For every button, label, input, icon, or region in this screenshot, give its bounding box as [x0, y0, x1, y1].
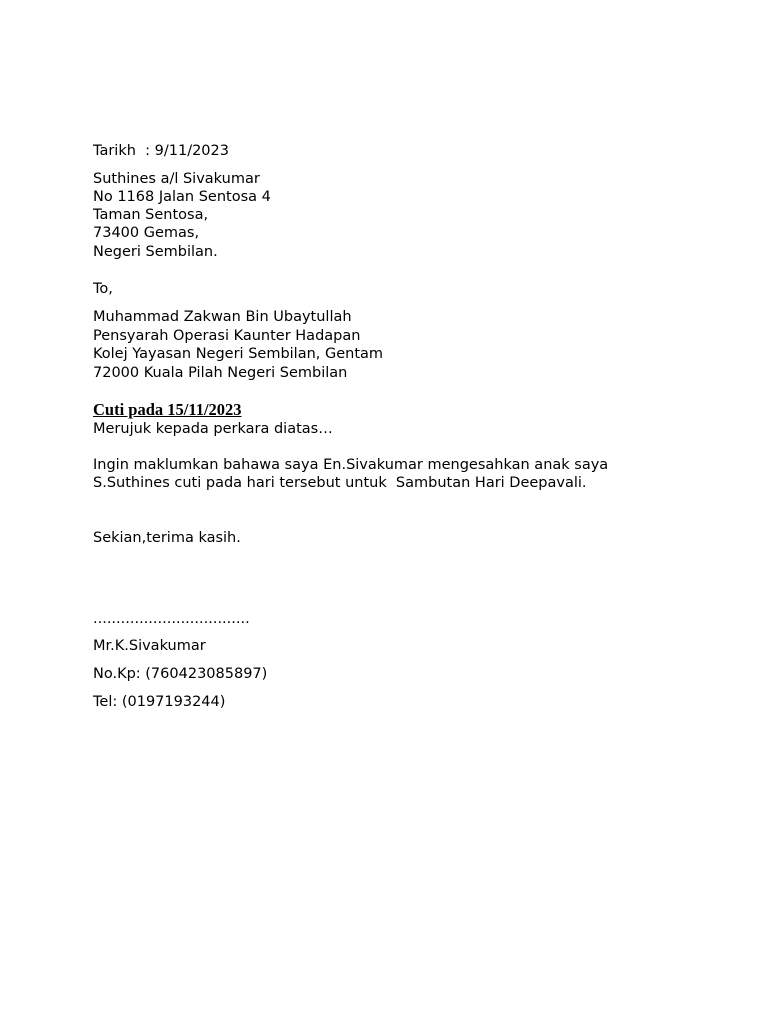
- reference-line: Merujuk kepada perkara diatas…: [93, 421, 333, 437]
- signature-dotted-line: ..................................: [93, 611, 250, 627]
- sender-address-line: 73400 Gemas,: [93, 225, 200, 241]
- date-line: Tarikh : 9/11/2023: [93, 143, 229, 159]
- recipient-name: Muhammad Zakwan Bin Ubaytullah: [93, 309, 352, 325]
- sender-address-line: No 1168 Jalan Sentosa 4: [93, 189, 271, 205]
- recipient-title: Pensyarah Operasi Kaunter Hadapan: [93, 328, 361, 344]
- sender-address-line: Taman Sentosa,: [93, 207, 209, 223]
- closing-line: Sekian,terima kasih.: [93, 530, 241, 546]
- sender-address-line: Negeri Sembilan.: [93, 244, 218, 260]
- letter-subject: Cuti pada 15/11/2023: [93, 400, 242, 419]
- signatory-name: Mr.K.Sivakumar: [93, 638, 206, 654]
- recipient-address: 72000 Kuala Pilah Negeri Sembilan: [93, 365, 348, 381]
- recipient-institution: Kolej Yayasan Negeri Sembilan, Gentam: [93, 346, 384, 362]
- signatory-ic-number: No.Kp: (760423085897): [93, 666, 268, 682]
- body-paragraph-line: Ingin maklumkan bahawa saya En.Sivakumar mengesahkan anak saya: [93, 457, 609, 473]
- sender-name: Suthines a/l Sivakumar: [93, 171, 260, 187]
- salutation-to: To,: [93, 281, 113, 297]
- signatory-phone: Tel: (0197193244): [93, 694, 226, 710]
- body-paragraph-line: S.Suthines cuti pada hari tersebut untuk Sambutan Hari Deepavali.: [93, 475, 587, 491]
